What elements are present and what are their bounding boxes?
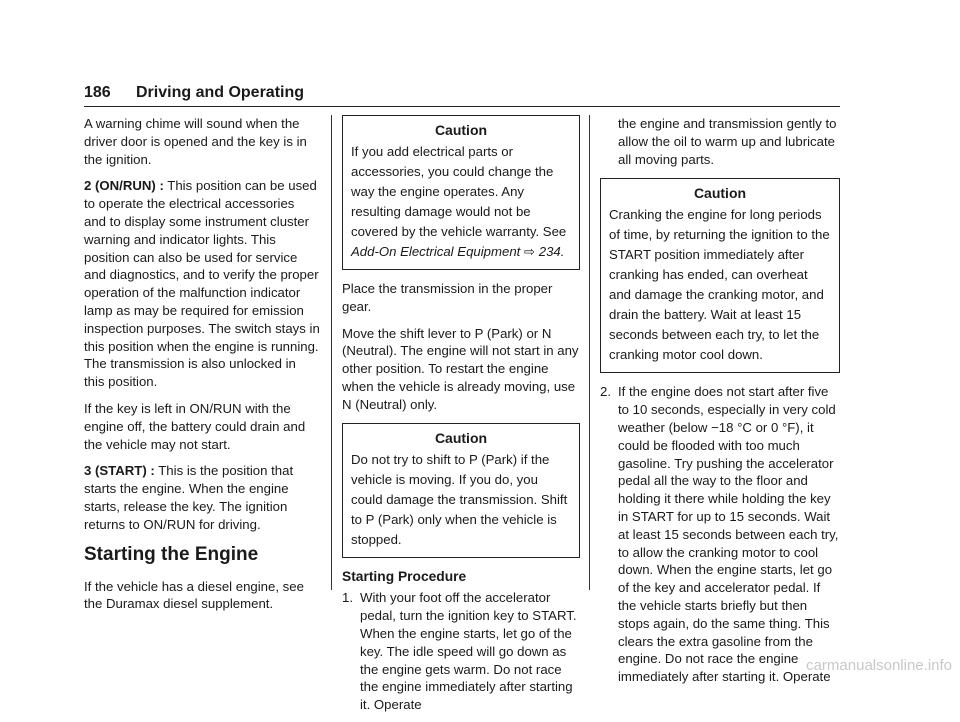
caution-box <box>342 423 580 558</box>
term-label: 3 (START) : <box>84 463 155 479</box>
paragraph: A warning chime will sound when the driver door is opened and the key is in the ignition. <box>84 116 307 167</box>
column-divider-right <box>589 115 590 590</box>
term-text: This position can be used to operate the electrical accessories and to display some instrument cluster warning and indicator lights. This position can also be used for service and diagnostics, and to verify the proper operation of the malfunction indicator lamp as may be required for emission inspection purposes. The switch stays in this position when the engine is running. The transmission is also unlocked in this position. <box>84 178 320 390</box>
page-header <box>84 84 840 107</box>
caution-body: If you add electrical parts or accessories, you could change the way the engine operates. Any resulting damage would not be covered by the vehicle warranty. See <box>351 144 567 239</box>
footer <box>0 656 960 678</box>
procedure-list <box>342 589 580 714</box>
column-right <box>600 115 840 694</box>
step-text: If the engine does not start after five to 10 seconds, especially in very cold weather (below −18 °C or 0 °F), it could be flooded with too much gasoline. Try pushing the accelerator pedal all the way to the floor and holding it there while holding the key in START for up to 15 seconds. Wait at least 15 seconds between each try, to allow the cranking motor to cool down. When the engine starts, let go of the key and accelerator pedal. If the vehicle starts briefly but then stops again, do the same thing. This clears the extra gasoline from the engine. Do not race the engine immediately after starting it. Operate <box>618 384 839 685</box>
caution-title: Caution <box>693 185 747 202</box>
caution-box <box>600 178 840 373</box>
list-item <box>600 383 840 686</box>
column-middle <box>342 115 580 722</box>
paragraph-continued: the engine and transmission gently to allow the oil to warm up and lubricate all moving parts. <box>618 116 837 167</box>
page-number: 186 <box>84 84 111 101</box>
paragraph: Move the shift lever to P (Park) or N (Neutral). The engine will not start in any other position. To restart the engine when the vehicle is already moving, use N (Neutral) only. <box>342 325 579 412</box>
paragraph <box>84 462 320 533</box>
section-heading: Starting the Engine <box>84 543 259 565</box>
page-reference[interactable]: 234. <box>538 244 565 259</box>
column-left <box>84 115 320 622</box>
paragraph: If the key is left in ON/RUN with the engine off, the battery could drain and the vehicle may not start. <box>84 400 306 452</box>
cross-reference-link[interactable]: Add-On Electrical Equipment <box>351 244 521 259</box>
watermark: carmanualsonline.info <box>806 657 952 674</box>
caution-title: Caution <box>434 429 488 446</box>
page-ref-icon: ⇨ <box>524 244 536 259</box>
paragraph <box>84 177 320 391</box>
subheading: Starting Procedure <box>342 568 467 584</box>
column-divider-left <box>331 115 332 590</box>
step-number: 1. <box>342 590 353 606</box>
caution-box <box>342 115 580 270</box>
caution-title: Caution <box>434 122 488 138</box>
list-item <box>342 589 580 714</box>
paragraph: If the vehicle has a diesel engine, see the Duramax diesel supplement. <box>84 578 304 612</box>
paragraph: Place the transmission in the proper gear. <box>342 281 553 314</box>
section-title: Driving and Operating <box>136 84 305 101</box>
caution-text: Do not try to shift to P (Park) if the vehicle is moving. If you do, you could damage the transmission. Shift to P (Park) only when the vehicle is stopped. <box>351 451 568 547</box>
caution-text <box>351 142 571 262</box>
step-text: With your foot off the accelerator pedal, turn the ignition key to START. When the engine starts, let go of the key. The idle speed will go down as the engine gets warm. Do not race the engine immediately after starting it. Operate <box>360 590 577 713</box>
term-label: 2 (ON/RUN) : <box>84 178 164 194</box>
term-text: This is the position that starts the engine. When the engine starts, release the key. The ignition returns to ON/RUN for driving. <box>84 463 294 532</box>
step-number: 2. <box>600 384 611 400</box>
caution-text: Cranking the engine for long periods of time, by returning the ignition to the START position immediately after cranking has ended, can overheat and damage the cranking motor, and drain the battery. Wait at least 15 seconds between each try, to let the cranking motor cool down. <box>609 207 830 363</box>
procedure-list <box>600 383 840 686</box>
